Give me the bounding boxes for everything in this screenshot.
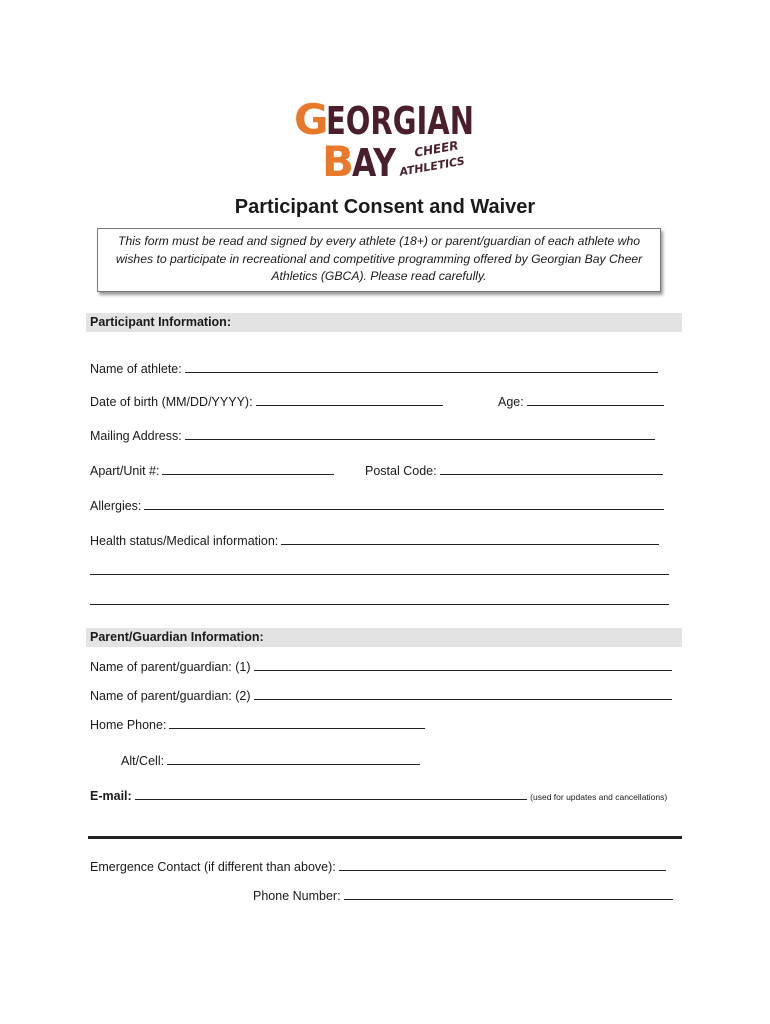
- mailing-address-label: Mailing Address:: [90, 429, 182, 443]
- parent2-line[interactable]: [254, 687, 672, 700]
- parent1-label: Name of parent/guardian: (1): [90, 660, 251, 674]
- home-phone-field[interactable]: [90, 716, 425, 733]
- allergies-line[interactable]: [144, 497, 664, 510]
- logo-tag-athletics: ATHLETICS: [398, 154, 466, 179]
- dob-label: Date of birth (MM/DD/YYYY):: [90, 395, 253, 409]
- home-phone-line[interactable]: [169, 716, 425, 729]
- health-extra-line-2[interactable]: [90, 604, 669, 605]
- health-extra-line-1[interactable]: [90, 574, 669, 575]
- emergency-contact-label: Emergence Contact (if different than above):: [90, 860, 336, 874]
- emergency-phone-field[interactable]: [253, 887, 673, 904]
- health-field[interactable]: [90, 532, 659, 549]
- participant-section-heading: Participant Information:: [86, 313, 682, 332]
- emergency-phone-label: Phone Number:: [253, 889, 341, 903]
- athlete-name-label: Name of athlete:: [90, 362, 182, 376]
- health-line[interactable]: [281, 532, 659, 545]
- postal-code-field[interactable]: [365, 462, 663, 479]
- parent2-label: Name of parent/guardian: (2): [90, 689, 251, 703]
- email-label: E-mail:: [90, 789, 132, 803]
- athlete-name-line[interactable]: [185, 360, 658, 373]
- parent2-field[interactable]: [90, 687, 672, 704]
- alt-cell-field[interactable]: [121, 752, 420, 769]
- allergies-field[interactable]: [90, 497, 664, 514]
- unit-line[interactable]: [162, 462, 334, 475]
- age-line[interactable]: [527, 393, 664, 406]
- email-field[interactable]: [90, 787, 667, 805]
- unit-label: Apart/Unit #:: [90, 464, 160, 478]
- parent1-field[interactable]: [90, 658, 672, 675]
- emergency-contact-field[interactable]: [90, 858, 666, 875]
- guardian-section-heading: Parent/Guardian Information:: [86, 628, 682, 647]
- age-label: Age:: [498, 395, 524, 409]
- mailing-address-line[interactable]: [185, 427, 655, 440]
- postal-code-label: Postal Code:: [365, 464, 437, 478]
- allergies-label: Allergies:: [90, 499, 142, 513]
- age-field[interactable]: [498, 393, 664, 410]
- page-title: Participant Consent and Waiver: [234, 196, 536, 218]
- health-label: Health status/Medical information:: [90, 534, 279, 548]
- emergency-contact-line[interactable]: [339, 858, 666, 871]
- intro-notice: This form must be read and signed by every athlete (18+) or parent/guardian of each athlete who wishes to participate in recreational and competitive programming offered by Georgian Bay Cheer Athletics (GBCA). Please read carefully.: [97, 228, 661, 292]
- dob-field[interactable]: [90, 393, 443, 410]
- logo-letter-b: B: [322, 137, 355, 186]
- logo-word-eorgian: EORGIAN: [326, 99, 474, 143]
- athlete-name-field[interactable]: [90, 360, 658, 377]
- parent1-line[interactable]: [254, 658, 672, 671]
- email-line[interactable]: [135, 787, 527, 800]
- alt-cell-label: Alt/Cell:: [121, 754, 165, 768]
- postal-code-line[interactable]: [440, 462, 663, 475]
- logo-tag-cheer: CHEER: [413, 138, 460, 160]
- emergency-phone-line[interactable]: [344, 887, 673, 900]
- georgian-bay-cheer-logo: [292, 94, 478, 186]
- mailing-address-field[interactable]: [90, 427, 655, 444]
- alt-cell-line[interactable]: [167, 752, 420, 765]
- logo-letter-g: G: [294, 95, 329, 144]
- home-phone-label: Home Phone:: [90, 718, 167, 732]
- unit-field[interactable]: [90, 462, 334, 479]
- dob-line[interactable]: [256, 393, 443, 406]
- section-divider: [88, 836, 682, 839]
- email-note: (used for updates and cancellations): [530, 792, 668, 802]
- logo-word-ay: AY: [352, 141, 397, 185]
